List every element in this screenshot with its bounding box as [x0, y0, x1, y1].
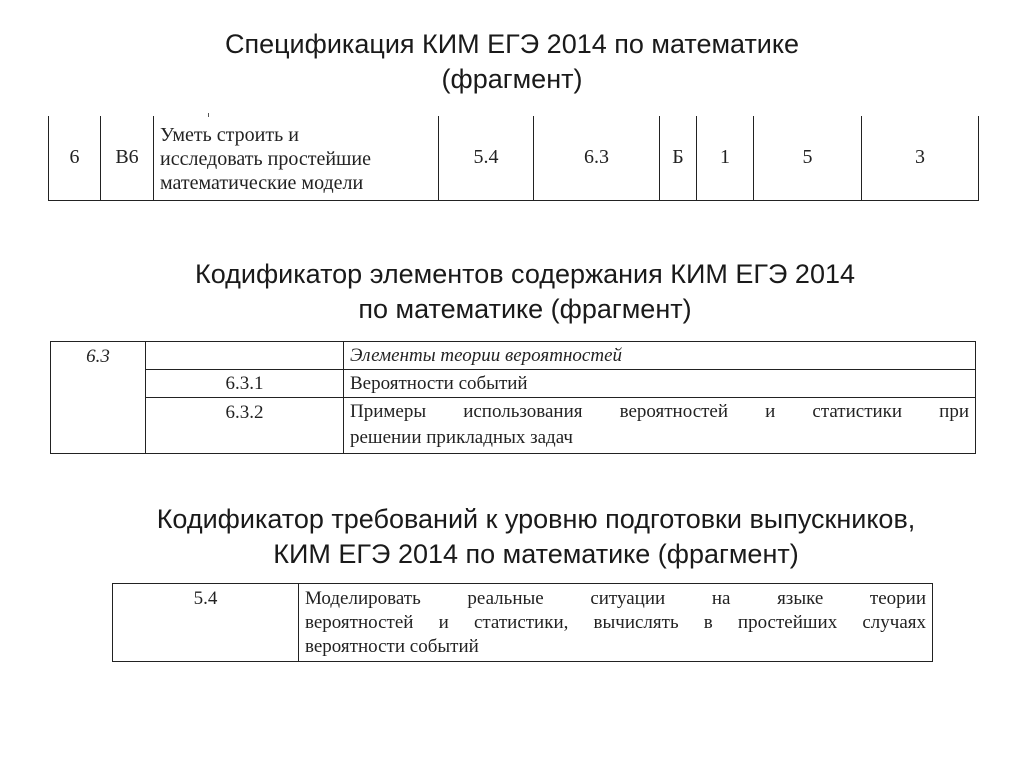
content-row-text-line2: решении прикладных задач [350, 427, 573, 448]
content-section-row [51, 342, 976, 370]
content-heading-line1: Кодификатор элементов содержания КИМ ЕГЭ 2014 [194, 259, 855, 289]
spec-cell-time: 5 [754, 116, 862, 200]
requirements-text-line1: Моделировать реальные ситуации на языке теории [305, 588, 926, 609]
content-section-title: Элементы теории вероятностей [344, 342, 976, 370]
spec-description-line3: математические модели [160, 171, 364, 194]
spec-cell-max-score: 1 [697, 116, 754, 200]
spec-cell-task: В6 [101, 116, 154, 200]
requirements-row [113, 584, 933, 662]
spec-cell-num: 6 [49, 116, 101, 200]
content-table [50, 341, 976, 454]
content-row [51, 398, 976, 454]
content-section-blank [146, 342, 344, 370]
requirements-code: 5.4 [113, 584, 299, 662]
content-row [51, 370, 976, 398]
spec-cell-difficulty: 3 [862, 116, 979, 200]
requirements-text-line2: вероятностей и статистики, вычислять в простейших случаях [305, 612, 926, 633]
content-heading-line2: по математике (фрагмент) [358, 294, 692, 324]
requirements-heading-line1: Кодификатор требований к уровню подготовки выпускников, [156, 504, 916, 534]
spec-heading [0, 27, 1024, 97]
content-row-code: 6.3.2 [146, 398, 344, 454]
content-heading [13, 257, 1024, 327]
spec-heading-line2: (фрагмент) [441, 64, 583, 94]
spec-heading-line1: Спецификация КИМ ЕГЭ 2014 по математике [224, 29, 800, 59]
content-row-text: Вероятности событий [344, 370, 976, 398]
spec-table-row [49, 116, 979, 200]
requirements-heading [24, 502, 1024, 572]
requirements-heading-line2: КИМ ЕГЭ 2014 по математике (фрагмент) [273, 539, 799, 569]
requirements-text [299, 584, 933, 662]
spec-cell-level: Б [660, 116, 697, 200]
spec-description-line1: Уметь строить и [160, 123, 299, 146]
spec-cell-content-code: 6.3 [534, 116, 660, 200]
spec-table [48, 116, 979, 201]
content-row-text-line1: Примеры использования вероятностей и статистики при [350, 401, 969, 422]
content-row-code: 6.3.1 [146, 370, 344, 398]
spec-cell-description [154, 116, 439, 200]
spec-description-line2: исследовать простейшие [160, 147, 372, 170]
spec-cell-req-code: 5.4 [439, 116, 534, 200]
content-row-text [344, 398, 976, 454]
content-section-code: 6.3 [51, 342, 146, 454]
requirements-table [112, 583, 933, 662]
requirements-text-line3: вероятности событий [305, 636, 479, 657]
